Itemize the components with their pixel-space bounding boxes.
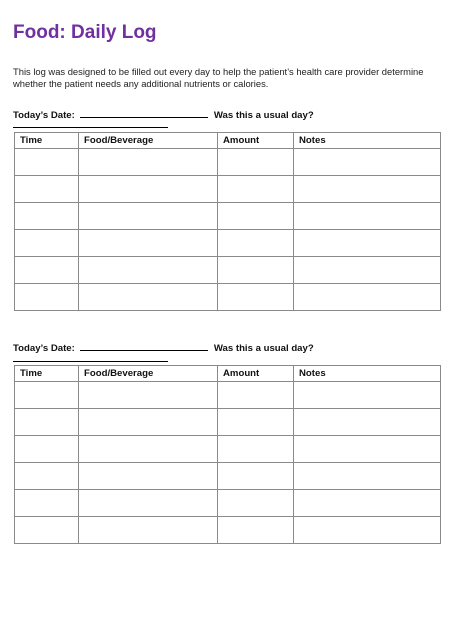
amount-cell[interactable] bbox=[218, 149, 294, 176]
amount-cell[interactable] bbox=[218, 517, 294, 544]
time-cell[interactable] bbox=[15, 257, 79, 284]
food-beverage-cell[interactable] bbox=[79, 517, 218, 544]
usual-day-label: Was this a usual day? bbox=[213, 110, 314, 121]
time-cell[interactable] bbox=[15, 203, 79, 230]
notes-cell[interactable] bbox=[294, 149, 441, 176]
col-notes: Notes bbox=[294, 366, 441, 382]
food-beverage-cell[interactable] bbox=[79, 463, 218, 490]
col-time: Time bbox=[15, 133, 79, 149]
table-body-2 bbox=[15, 382, 441, 544]
amount-cell[interactable] bbox=[218, 436, 294, 463]
time-cell[interactable] bbox=[15, 409, 79, 436]
notes-cell[interactable] bbox=[294, 176, 441, 203]
food-beverage-cell[interactable] bbox=[79, 409, 218, 436]
time-cell[interactable] bbox=[15, 382, 79, 409]
amount-cell[interactable] bbox=[218, 203, 294, 230]
page-title: Food: Daily Log bbox=[13, 22, 157, 43]
col-amount: Amount bbox=[218, 366, 294, 382]
notes-cell[interactable] bbox=[294, 203, 441, 230]
food-beverage-cell[interactable] bbox=[79, 203, 218, 230]
log-table-2 bbox=[14, 365, 441, 544]
col-food-beverage: Food/Beverage bbox=[79, 133, 218, 149]
amount-cell[interactable] bbox=[218, 284, 294, 311]
date-blank[interactable] bbox=[80, 108, 208, 118]
header-row bbox=[15, 133, 441, 149]
usual-day-blank[interactable] bbox=[13, 127, 168, 128]
date-line-1 bbox=[13, 108, 314, 121]
time-cell[interactable] bbox=[15, 284, 79, 311]
col-food-beverage: Food/Beverage bbox=[79, 366, 218, 382]
notes-cell[interactable] bbox=[294, 230, 441, 257]
table-row bbox=[15, 230, 441, 257]
table-row bbox=[15, 203, 441, 230]
food-beverage-cell[interactable] bbox=[79, 382, 218, 409]
amount-cell[interactable] bbox=[218, 463, 294, 490]
table-row bbox=[15, 409, 441, 436]
table-row bbox=[15, 436, 441, 463]
intro-text: This log was designed to be filled out every day to help the patient’s health care provider determine whether the patient needs any additional nutrients or calories. bbox=[13, 66, 424, 89]
time-cell[interactable] bbox=[15, 490, 79, 517]
food-beverage-cell[interactable] bbox=[79, 436, 218, 463]
table-row bbox=[15, 517, 441, 544]
time-cell[interactable] bbox=[15, 230, 79, 257]
notes-cell[interactable] bbox=[294, 517, 441, 544]
amount-cell[interactable] bbox=[218, 409, 294, 436]
amount-cell[interactable] bbox=[218, 176, 294, 203]
notes-cell[interactable] bbox=[294, 409, 441, 436]
col-amount: Amount bbox=[218, 133, 294, 149]
date-label: Today’s Date: bbox=[13, 110, 75, 121]
col-time: Time bbox=[15, 366, 79, 382]
date-label: Today’s Date: bbox=[13, 343, 75, 354]
notes-cell[interactable] bbox=[294, 257, 441, 284]
food-beverage-cell[interactable] bbox=[79, 490, 218, 517]
time-cell[interactable] bbox=[15, 149, 79, 176]
table-row bbox=[15, 284, 441, 311]
log-table-1 bbox=[14, 132, 441, 311]
time-cell[interactable] bbox=[15, 436, 79, 463]
food-beverage-cell[interactable] bbox=[79, 284, 218, 311]
notes-cell[interactable] bbox=[294, 490, 441, 517]
time-cell[interactable] bbox=[15, 463, 79, 490]
date-line-2 bbox=[13, 341, 314, 354]
food-beverage-cell[interactable] bbox=[79, 176, 218, 203]
amount-cell[interactable] bbox=[218, 490, 294, 517]
header-row bbox=[15, 366, 441, 382]
notes-cell[interactable] bbox=[294, 284, 441, 311]
amount-cell[interactable] bbox=[218, 230, 294, 257]
time-cell[interactable] bbox=[15, 176, 79, 203]
food-beverage-cell[interactable] bbox=[79, 230, 218, 257]
table-row bbox=[15, 490, 441, 517]
food-beverage-cell[interactable] bbox=[79, 257, 218, 284]
notes-cell[interactable] bbox=[294, 382, 441, 409]
table-body-1 bbox=[15, 149, 441, 311]
time-cell[interactable] bbox=[15, 517, 79, 544]
table-row bbox=[15, 176, 441, 203]
table-row bbox=[15, 149, 441, 176]
amount-cell[interactable] bbox=[218, 257, 294, 284]
amount-cell[interactable] bbox=[218, 382, 294, 409]
table-row bbox=[15, 257, 441, 284]
notes-cell[interactable] bbox=[294, 463, 441, 490]
usual-day-label: Was this a usual day? bbox=[213, 343, 314, 354]
food-beverage-cell[interactable] bbox=[79, 149, 218, 176]
usual-day-blank[interactable] bbox=[13, 361, 168, 362]
notes-cell[interactable] bbox=[294, 436, 441, 463]
col-notes: Notes bbox=[294, 133, 441, 149]
table-row bbox=[15, 382, 441, 409]
table-row bbox=[15, 463, 441, 490]
date-blank[interactable] bbox=[80, 341, 208, 351]
